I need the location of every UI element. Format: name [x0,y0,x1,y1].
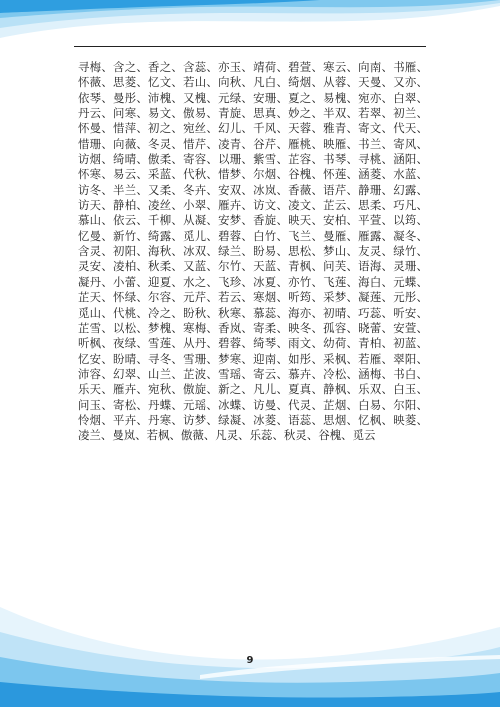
header-rule [74,46,426,47]
top-wave-decoration [0,0,500,60]
page-number: 9 [246,655,254,666]
bottom-wave-decoration [0,587,500,707]
name-list-paragraph: 寻梅、含之、香之、含蕊、亦玉、靖荷、碧萱、寒云、向南、书雁、怀薇、思菱、忆文、若山、向秋、凡白、绮烟、从蓉、天曼、又亦、依琴、曼彤、沛槐、又槐、元绿、安珊、夏之、易槐、宛亦、白翠、丹云、问寒、易文、傲易、青旋、思真、妙之、半双、若翠、初兰、怀曼、惜萍、初之、宛丝、幻儿、千风、天蓉、雅青、寄文、代天、惜珊、向薇、冬灵、惜芹、凌青、谷芹、雁桃、映雁、书兰、寄风、访烟、绮晴、傲柔、寄容、以珊、紫雪、芷容、书琴、寻桃、涵阳、怀寒、易云、采蓝、代秋、惜梦、尔烟、谷槐、怀莲、涵菱、水蓝、访冬、半兰、又柔、冬卉、安双、冰岚、香薇、语芹、静珊、幻露、访天、静柏、凌丝、小翠、雁卉、访文、凌文、芷云、思柔、巧凡、慕山、依云、千柳、从凝、安梦、香旋、映天、安柏、平萱、以筠、忆曼、新竹、绮露、觅儿、碧蓉、白竹、飞兰、曼雁、雁露、凝冬、含灵、初阳、海秋、冰双、绿兰、盼易、思松、梦山、友灵、绿竹、灵安、凌柏、秋柔、又蓝、尔竹、天蓝、青枫、问芙、语海、灵珊、凝丹、小蕾、迎夏、水之、飞珍、冰夏、亦竹、飞莲、海白、元蝶、芷天、怀绿、尔容、元芹、若云、寒烟、听筠、采梦、凝莲、元彤、觅山、代桃、冷之、盼秋、秋寒、慕蕊、海亦、初晴、巧蕊、听安、芷雪、以松、梦槐、寒梅、香岚、寄柔、映冬、孤容、晓蕾、安萱、听枫、夜绿、雪莲、从丹、碧蓉、绮琴、雨文、幼荷、青柏、初蓝、忆安、盼晴、寻冬、雪珊、梦寒、迎南、如彤、采枫、若雁、翠阳、沛容、幻翠、山兰、芷波、雪瑶、寄云、慕卉、冷松、涵梅、书白、乐天、雁卉、宛秋、傲旋、新之、凡儿、夏真、静枫、乐双、白玉、问玉、寄松、丹蝶、元瑶、冰蝶、访曼、代灵、芷烟、白易、尔阳、怜烟、平卉、丹寒、访梦、绿凝、冰菱、语蕊、思烟、忆枫、映菱、凌兰、曼岚、若枫、傲薇、凡灵、乐蕊、秋灵、谷槐、觅云 [78,60,428,443]
